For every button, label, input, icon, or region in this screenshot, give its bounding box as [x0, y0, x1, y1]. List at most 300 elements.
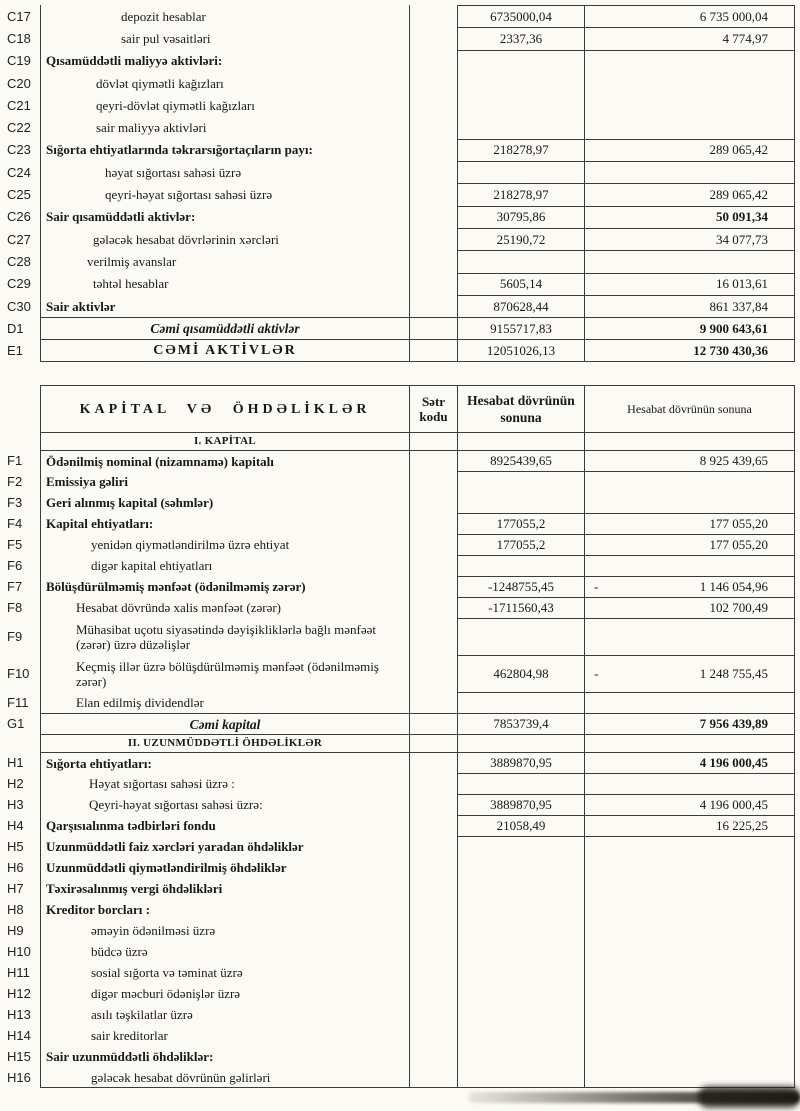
- row-code: H5: [7, 839, 24, 854]
- value-report-period: [458, 857, 585, 878]
- row-label: Uzunmüddətli qiymətləndirilmiş öhdəliklər: [40, 857, 410, 878]
- row-code-column-cell: [410, 471, 458, 492]
- value-report-period: 7853739,4: [458, 713, 585, 734]
- value-end-period: [585, 836, 795, 857]
- row-label: Geri alınmış kapital (səhmlər): [40, 492, 410, 513]
- row-code: C22: [7, 120, 31, 136]
- row-code: C19: [7, 53, 31, 69]
- column-header-row-code: Sətr kodu: [410, 385, 458, 432]
- value-report-period: 218278,97: [458, 139, 585, 161]
- minus-sign: -: [594, 666, 599, 681]
- value-report-period: [458, 1067, 585, 1088]
- value-end-period: [585, 50, 795, 72]
- row-code-column-cell: [410, 597, 458, 618]
- table-row: [0, 94, 795, 116]
- row-label: sair pul vəsaitləri: [40, 27, 410, 49]
- row-label: Qarşısıalınma tədbirləri fondu: [40, 815, 410, 836]
- value-end-period: [585, 618, 795, 655]
- table-row: [0, 161, 795, 183]
- assets-section: [0, 0, 795, 362]
- table-row: [0, 116, 795, 138]
- row-code-column-cell: [410, 183, 458, 205]
- row-code-column-cell: [410, 878, 458, 899]
- row-code-column-cell: [410, 962, 458, 983]
- row-code: F6: [7, 558, 23, 573]
- table-row: [0, 962, 795, 983]
- row-code: D1: [7, 320, 24, 336]
- row-code-column-cell: [410, 1004, 458, 1025]
- table-row: [0, 878, 795, 899]
- value-text: 7 956 439,89: [699, 716, 768, 731]
- row-code-column-cell: [410, 27, 458, 49]
- row-code-column-cell: [410, 273, 458, 295]
- value-report-period: 177055,2: [458, 534, 585, 555]
- header-margin: [0, 385, 40, 432]
- value-text: 1 146 054,96: [699, 579, 768, 594]
- row-label: qeyri-dövlət qiymətli kağızları: [40, 94, 410, 116]
- row-label: depozit hesablar: [40, 5, 410, 27]
- row-code: H9: [7, 923, 24, 938]
- scan-artifact: [468, 1092, 800, 1103]
- row-code: C27: [7, 231, 31, 247]
- value-end-period: [585, 94, 795, 116]
- row-code: H14: [7, 1028, 31, 1043]
- value-text: 50 091,34: [716, 209, 768, 225]
- row-label: verilmiş avanslar: [40, 250, 410, 272]
- row-label: Kapital ehtiyatları:: [40, 513, 410, 534]
- row-code: [0, 734, 40, 752]
- value-text: 4 196 000,45: [699, 797, 768, 812]
- row-code-column-cell: [410, 228, 458, 250]
- value-end-period: [585, 513, 795, 534]
- row-code: F4: [7, 516, 23, 531]
- row-label: Sair qısamüddətli aktivlər:: [40, 206, 410, 228]
- value-text: 16 225,25: [716, 818, 768, 833]
- row-label: Cəmi kapital: [40, 713, 410, 734]
- value-report-period: [458, 1004, 585, 1025]
- row-code-column-cell: [410, 116, 458, 138]
- table-row: [0, 295, 795, 317]
- value-end-period: [585, 1025, 795, 1046]
- value-end-period: [585, 471, 795, 492]
- value-text: 4 196 000,45: [699, 755, 768, 770]
- row-code-column-cell: [410, 899, 458, 920]
- row-code-column-cell: [410, 692, 458, 713]
- table-row: [0, 794, 795, 815]
- value-report-period: 9155717,83: [458, 317, 585, 339]
- value-end-period: [585, 5, 795, 27]
- row-label: Sair aktivlər: [40, 295, 410, 317]
- row-code-column-cell: [410, 5, 458, 27]
- row-code-column-cell: [410, 94, 458, 116]
- minus-sign: -: [594, 579, 599, 594]
- row-code-column-cell: [410, 734, 458, 752]
- table-row: [0, 492, 795, 513]
- value-end-period: [585, 139, 795, 161]
- table-row: [0, 183, 795, 205]
- row-code-column-cell: [410, 206, 458, 228]
- row-label: Qeyri-həyat sığortası sahəsi üzrə:: [40, 794, 410, 815]
- row-code: C20: [7, 75, 31, 91]
- value-end-period: [585, 317, 795, 339]
- value-report-period: [458, 773, 585, 794]
- table-row: [0, 273, 795, 295]
- value-text: 102 700,49: [709, 600, 768, 615]
- column-header-period-2: Hesabat dövrünün sonuna: [585, 385, 795, 432]
- row-code: H12: [7, 986, 31, 1001]
- column-header-period-1: Hesabat dövrünün sonuna: [458, 385, 585, 432]
- value-end-period: [585, 27, 795, 49]
- table-row: [0, 317, 795, 339]
- value-end-period: [585, 878, 795, 899]
- value-end-period: [585, 920, 795, 941]
- row-code: F10: [7, 666, 30, 681]
- row-code-column-cell: [410, 618, 458, 655]
- row-code-column-cell: [410, 920, 458, 941]
- row-label: Ödənilmiş nominal (nizamnamə) kapitalı: [40, 450, 410, 471]
- value-end-period: [585, 492, 795, 513]
- table-row: [0, 27, 795, 49]
- row-label: sair maliyyə aktivləri: [40, 116, 410, 138]
- table-row: [0, 773, 795, 794]
- value-end-period: [585, 116, 795, 138]
- value-end-period: [585, 576, 795, 597]
- row-code-column-cell: [410, 773, 458, 794]
- value-report-period: 218278,97: [458, 183, 585, 205]
- value-end-period: [585, 250, 795, 272]
- value-text: 861 337,84: [709, 298, 768, 314]
- row-code: F8: [7, 600, 23, 615]
- value-report-period: [458, 555, 585, 576]
- row-label: I. KAPİTAL: [40, 432, 410, 450]
- value-report-period: [458, 878, 585, 899]
- value-report-period: [458, 471, 585, 492]
- table-row: [0, 339, 795, 361]
- row-code-column-cell: [410, 432, 458, 450]
- table-row: [0, 72, 795, 94]
- row-code: F11: [7, 695, 29, 710]
- liabilities-table-header: [0, 385, 795, 432]
- value-report-period: 462804,98: [458, 655, 585, 692]
- value-report-period: 177055,2: [458, 513, 585, 534]
- value-text: 6 735 000,04: [699, 8, 768, 24]
- row-code-column-cell: [410, 72, 458, 94]
- table-row: [0, 228, 795, 250]
- value-end-period: [585, 72, 795, 94]
- table-row: [0, 899, 795, 920]
- value-text: 289 065,42: [709, 187, 768, 203]
- value-end-period: [585, 555, 795, 576]
- row-code: [0, 432, 40, 450]
- value-report-period: 21058,49: [458, 815, 585, 836]
- row-code-column-cell: [410, 1067, 458, 1088]
- row-code: F3: [7, 495, 23, 510]
- row-code: H3: [7, 797, 24, 812]
- capital-liabilities-table: [0, 432, 795, 1088]
- row-code: H15: [7, 1049, 31, 1064]
- table-row: [0, 815, 795, 836]
- row-label: digər kapital ehtiyatları: [40, 555, 410, 576]
- value-end-period: [585, 773, 795, 794]
- row-code-column-cell: [410, 555, 458, 576]
- row-label: Bölüşdürülməmiş mənfəət (ödənilməmiş zərər): [40, 576, 410, 597]
- row-label: Sığorta ehtiyatları:: [40, 752, 410, 773]
- value-report-period: [458, 94, 585, 116]
- value-report-period: [458, 116, 585, 138]
- value-report-period: [458, 941, 585, 962]
- row-code: H7: [7, 881, 24, 896]
- value-report-period: [458, 692, 585, 713]
- table-row: [0, 206, 795, 228]
- value-report-period: [458, 836, 585, 857]
- row-code-column-cell: [410, 295, 458, 317]
- row-label: Kreditor borcları :: [40, 899, 410, 920]
- value-end-period: [585, 432, 795, 450]
- row-code: H6: [7, 860, 24, 875]
- row-label: digər məcburi ödənişlər üzrə: [40, 983, 410, 1004]
- value-report-period: [458, 250, 585, 272]
- value-end-period: [585, 1046, 795, 1067]
- row-label: II. UZUNMÜDDƏTLİ ÖHDƏLİKLƏR: [40, 734, 410, 752]
- table-row: [0, 534, 795, 555]
- value-end-period: [585, 734, 795, 752]
- row-code-column-cell: [410, 339, 458, 361]
- row-code: H1: [7, 755, 24, 770]
- value-report-period: [458, 161, 585, 183]
- value-report-period: 3889870,95: [458, 794, 585, 815]
- value-end-period: [585, 962, 795, 983]
- row-label: Sair uzunmüddətli öhdəliklər:: [40, 1046, 410, 1067]
- row-code: F7: [7, 579, 23, 594]
- row-code: C26: [7, 209, 31, 225]
- row-code: C25: [7, 187, 31, 203]
- value-report-period: [458, 983, 585, 1004]
- value-end-period: [585, 899, 795, 920]
- value-end-period: [585, 597, 795, 618]
- table-row: [0, 471, 795, 492]
- row-label: büdcə üzrə: [40, 941, 410, 962]
- value-end-period: [585, 983, 795, 1004]
- value-report-period: [458, 1046, 585, 1067]
- row-code: C29: [7, 276, 31, 292]
- value-text: 16 013,61: [716, 276, 768, 292]
- table-row: [0, 597, 795, 618]
- value-report-period: 25190,72: [458, 228, 585, 250]
- section-header-row: [0, 734, 795, 752]
- row-label: Elan edilmiş dividendlər: [40, 692, 410, 713]
- value-end-period: [585, 752, 795, 773]
- row-code: H2: [7, 776, 24, 791]
- row-label: sosial sığorta və təminat üzrə: [40, 962, 410, 983]
- value-end-period: [585, 794, 795, 815]
- table-row: [0, 1046, 795, 1067]
- row-code-column-cell: [410, 576, 458, 597]
- table-row: [0, 920, 795, 941]
- row-label: dövlət qiymətli kağızları: [40, 72, 410, 94]
- table-row: [0, 857, 795, 878]
- row-code-column-cell: [410, 794, 458, 815]
- value-end-period: [585, 1067, 795, 1088]
- value-report-period: -1248755,45: [458, 576, 585, 597]
- table-row: [0, 50, 795, 72]
- value-text: 289 065,42: [709, 142, 768, 158]
- row-code: C18: [7, 30, 31, 46]
- table-row: [0, 250, 795, 272]
- row-code-column-cell: [410, 139, 458, 161]
- table-row: [0, 5, 795, 27]
- table-row: [0, 1025, 795, 1046]
- row-code: H8: [7, 902, 24, 917]
- row-code-column-cell: [410, 513, 458, 534]
- row-code-column-cell: [410, 836, 458, 857]
- row-code-column-cell: [410, 983, 458, 1004]
- value-end-period: [585, 713, 795, 734]
- value-end-period: [585, 228, 795, 250]
- row-label: gələcək hesabat dövrünün gəlirləri: [40, 1067, 410, 1088]
- value-report-period: [458, 72, 585, 94]
- value-end-period: [585, 857, 795, 878]
- table-row: [0, 752, 795, 773]
- table-row: [0, 941, 795, 962]
- row-label: Keçmiş illər üzrə bölüşdürülməmiş mənfəət (ödənilməmiş zərər): [40, 655, 410, 692]
- value-report-period: 8925439,65: [458, 450, 585, 471]
- value-text: 1 248 755,45: [699, 666, 768, 681]
- row-label: Həyat sığortası sahəsi üzrə :: [40, 773, 410, 794]
- value-report-period: [458, 920, 585, 941]
- table-row: [0, 555, 795, 576]
- table-row: [0, 713, 795, 734]
- value-end-period: [585, 1004, 795, 1025]
- row-code-column-cell: [410, 492, 458, 513]
- table-row: [0, 836, 795, 857]
- row-code: F9: [7, 629, 23, 644]
- value-end-period: [585, 815, 795, 836]
- value-text: 8 925 439,65: [699, 453, 768, 468]
- table-row: [0, 1004, 795, 1025]
- value-end-period: [585, 692, 795, 713]
- row-code: C21: [7, 97, 31, 113]
- row-label: Təxirəsalınmış vergi öhdəlikləri: [40, 878, 410, 899]
- row-code-column-cell: [410, 317, 458, 339]
- row-code-column-cell: [410, 161, 458, 183]
- value-text: 9 900 643,61: [699, 320, 768, 336]
- value-report-period: 870628,44: [458, 295, 585, 317]
- row-code: C17: [7, 8, 31, 24]
- row-code: G1: [7, 716, 25, 731]
- row-code: E1: [7, 343, 23, 359]
- row-label: Uzunmüddətli faiz xərcləri yaradan öhdəliklər: [40, 836, 410, 857]
- value-report-period: 30795,86: [458, 206, 585, 228]
- value-end-period: [585, 339, 795, 361]
- value-report-period: 12051026,13: [458, 339, 585, 361]
- row-code: C30: [7, 298, 31, 314]
- section-header-row: [0, 432, 795, 450]
- table-row: [0, 513, 795, 534]
- row-code-column-cell: [410, 50, 458, 72]
- row-code: C24: [7, 164, 31, 180]
- row-label: Qısamüddətli maliyyə aktivləri:: [40, 50, 410, 72]
- value-text: 4 774,97: [722, 30, 768, 46]
- value-report-period: [458, 734, 585, 752]
- assets-table: [0, 5, 795, 362]
- row-label: Cəmi qısamüddətli aktivlər: [40, 317, 410, 339]
- value-report-period: 5605,14: [458, 273, 585, 295]
- row-code: H11: [7, 965, 30, 980]
- value-report-period: [458, 432, 585, 450]
- row-label: Mühasibat uçotu siyasətində dəyişikliklərlə bağlı mənfəət (zərər) üzrə düzəlişlər: [40, 618, 410, 655]
- value-text: 12 730 430,36: [693, 342, 768, 358]
- table-row: [0, 655, 795, 692]
- table-row: [0, 618, 795, 655]
- row-label: Emissiya gəliri: [40, 471, 410, 492]
- row-code-column-cell: [410, 250, 458, 272]
- row-label: asılı təşkilatlar üzrə: [40, 1004, 410, 1025]
- row-code-column-cell: [410, 752, 458, 773]
- value-text: 34 077,73: [716, 231, 768, 247]
- value-report-period: [458, 618, 585, 655]
- table-row: [0, 576, 795, 597]
- table-row: [0, 450, 795, 471]
- row-code-column-cell: [410, 1046, 458, 1067]
- row-code: F1: [7, 453, 23, 468]
- value-end-period: [585, 450, 795, 471]
- row-label: sair kreditorlar: [40, 1025, 410, 1046]
- row-code-column-cell: [410, 450, 458, 471]
- row-code: F5: [7, 537, 23, 552]
- row-code-column-cell: [410, 1025, 458, 1046]
- value-report-period: [458, 899, 585, 920]
- row-label: Hesabat dövründə xalis mənfəət (zərər): [40, 597, 410, 618]
- value-report-period: [458, 962, 585, 983]
- value-report-period: [458, 492, 585, 513]
- row-code-column-cell: [410, 815, 458, 836]
- value-report-period: 2337,36: [458, 27, 585, 49]
- value-report-period: 6735000,04: [458, 5, 585, 27]
- row-code-column-cell: [410, 655, 458, 692]
- value-text: 177 055,20: [709, 537, 768, 552]
- row-label: qeyri-həyat sığortası sahəsi üzrə: [40, 183, 410, 205]
- table-row: [0, 983, 795, 1004]
- row-code: F2: [7, 474, 23, 489]
- value-end-period: [585, 941, 795, 962]
- table-row: [0, 1067, 795, 1088]
- row-code: H13: [7, 1007, 31, 1022]
- row-label: yenidən qiymətləndirilmə üzrə ehtiyat: [40, 534, 410, 555]
- row-label: CƏMİ AKTİVLƏR: [40, 339, 410, 361]
- section-title: KAPİTAL VƏ ÖHDƏLİKLƏR: [40, 385, 410, 432]
- value-end-period: [585, 655, 795, 692]
- row-label: əməyin ödənilməsi üzrə: [40, 920, 410, 941]
- table-row: [0, 139, 795, 161]
- row-code: H10: [7, 944, 31, 959]
- value-end-period: [585, 534, 795, 555]
- row-code: H16: [7, 1070, 31, 1085]
- row-code-column-cell: [410, 857, 458, 878]
- value-end-period: [585, 273, 795, 295]
- row-code-column-cell: [410, 713, 458, 734]
- value-report-period: [458, 50, 585, 72]
- value-end-period: [585, 161, 795, 183]
- row-code: H4: [7, 818, 24, 833]
- value-report-period: -1711560,43: [458, 597, 585, 618]
- row-label: Sığorta ehtiyatlarında təkrarsığortaçıların payı:: [40, 139, 410, 161]
- row-code: C28: [7, 253, 31, 269]
- value-text: 177 055,20: [709, 516, 768, 531]
- row-label: təhtəl hesablar: [40, 273, 410, 295]
- value-end-period: [585, 183, 795, 205]
- row-code-column-cell: [410, 941, 458, 962]
- row-label: həyat sığortası sahəsi üzrə: [40, 161, 410, 183]
